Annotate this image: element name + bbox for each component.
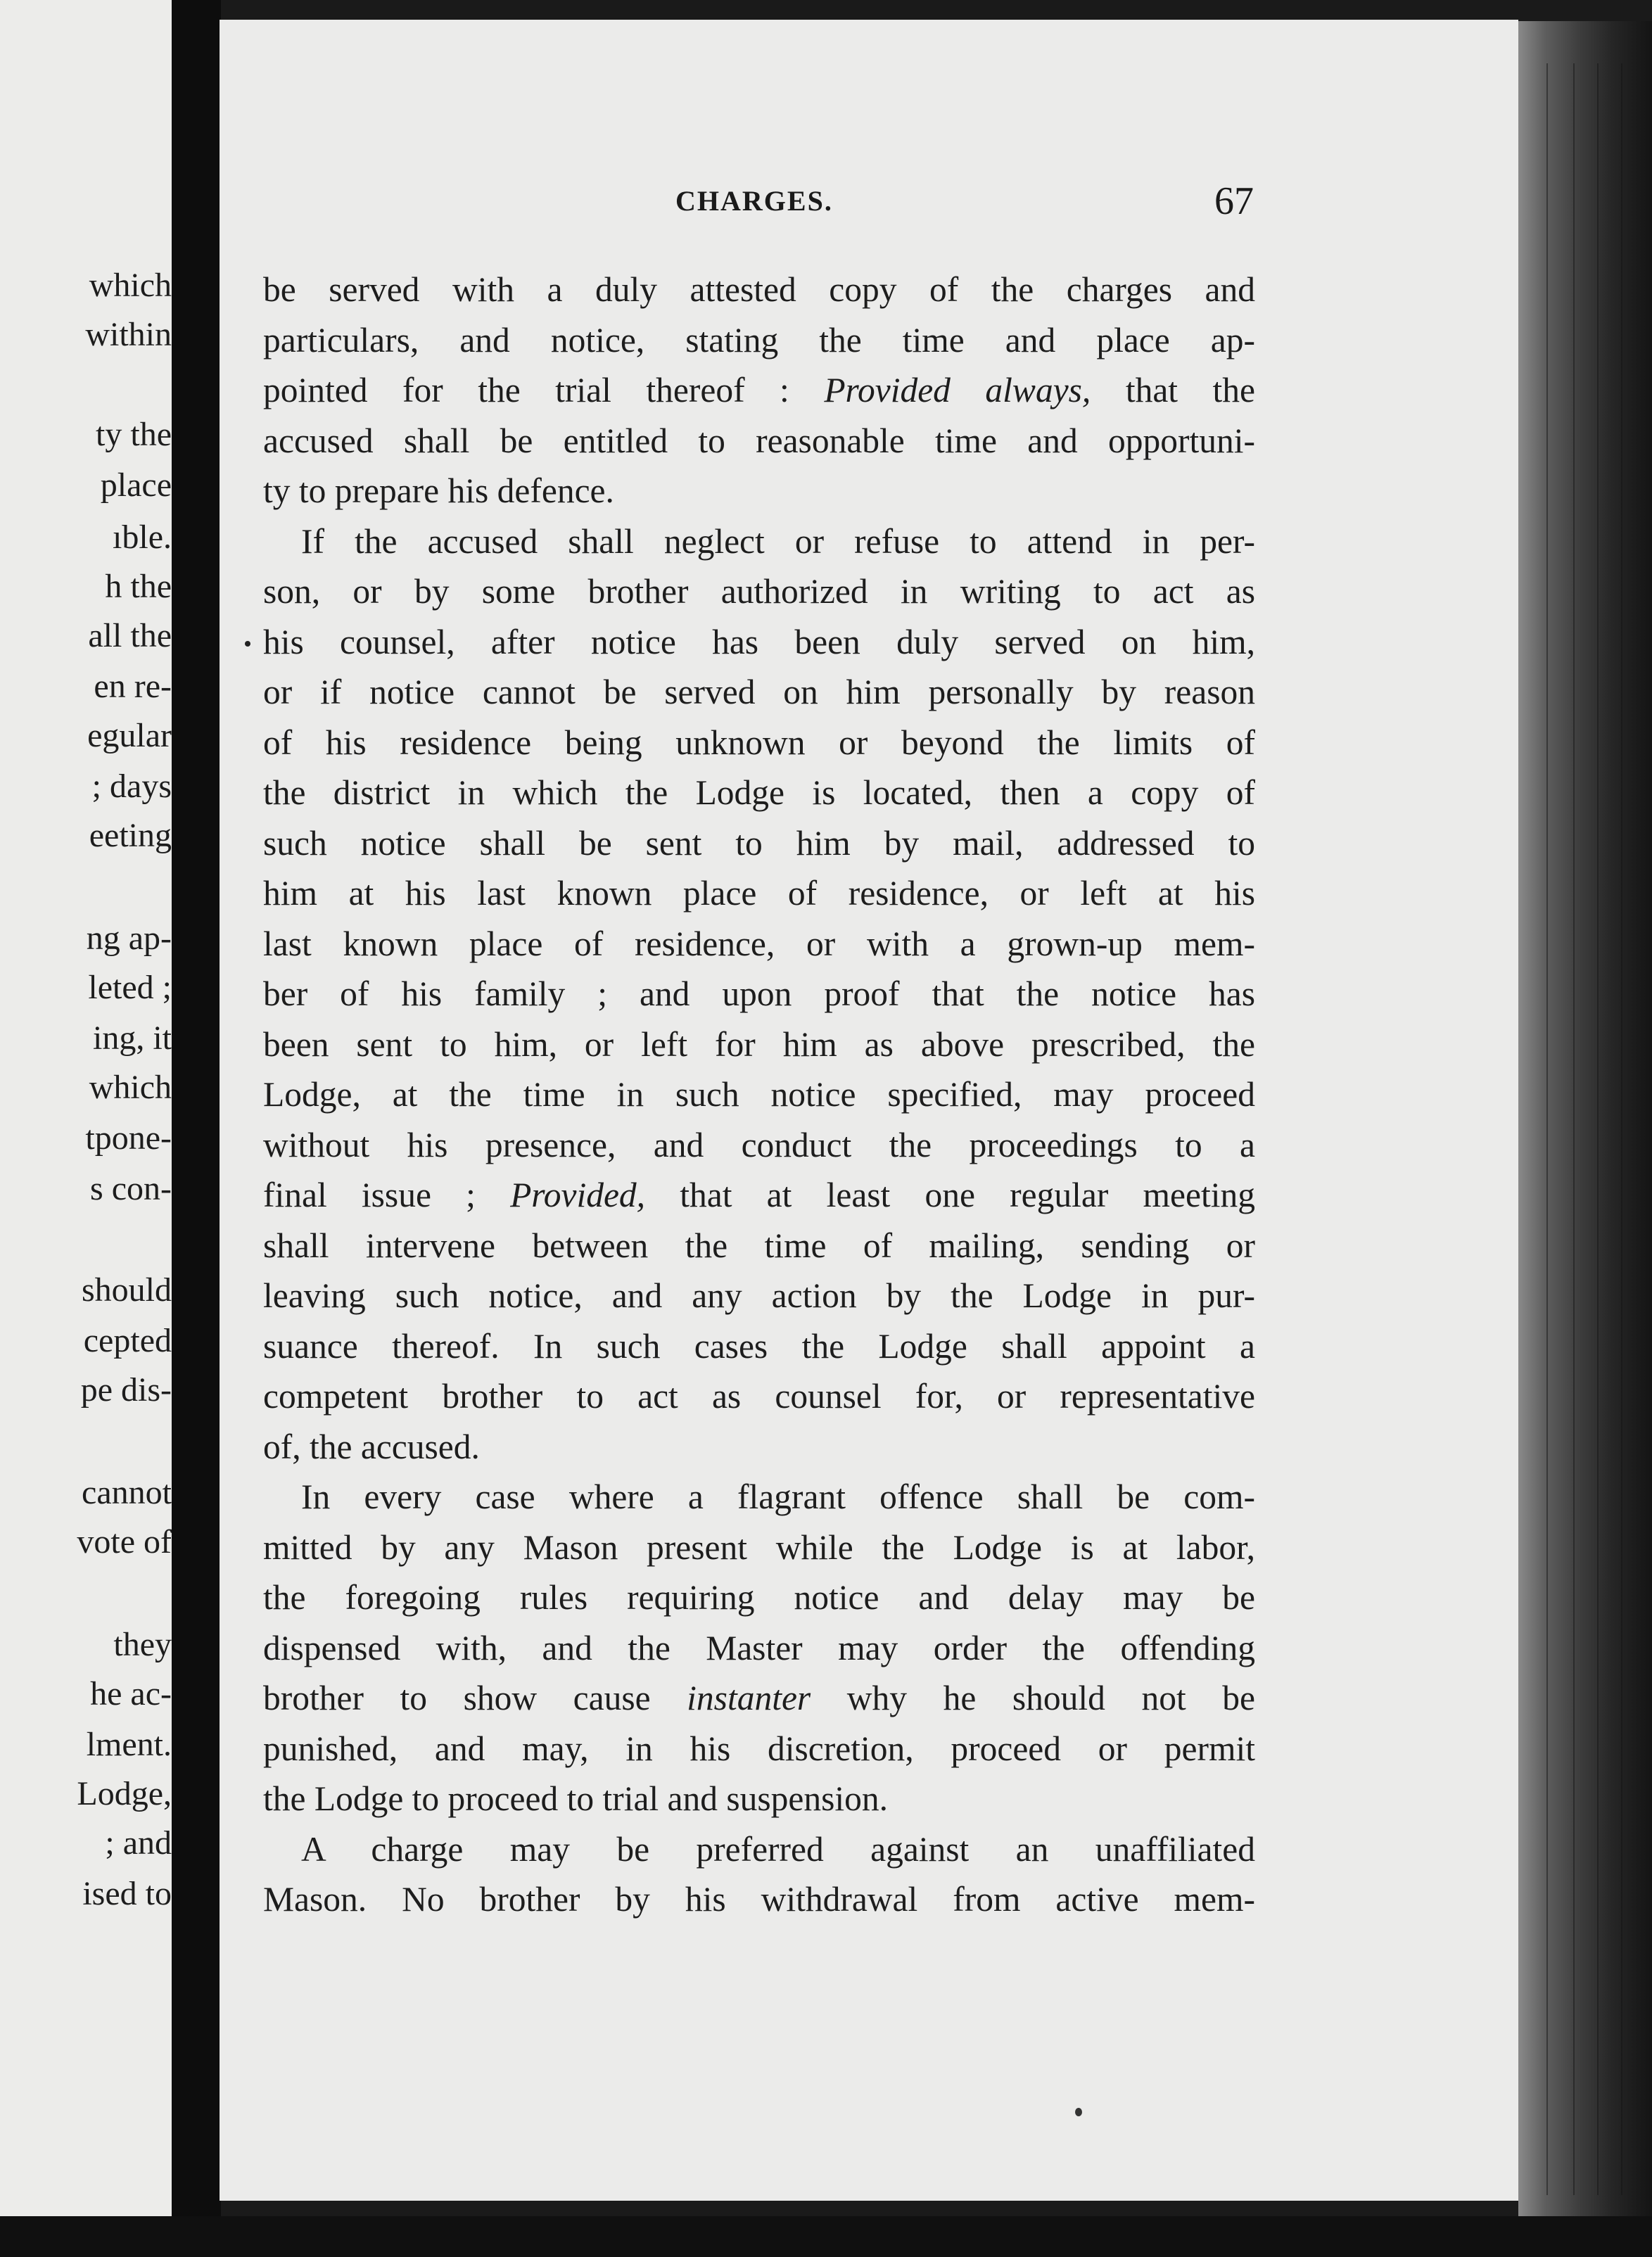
page-number: 67	[1214, 179, 1254, 223]
left-page-line: place	[100, 466, 172, 504]
text-line: his counsel, after notice has been duly served on him,	[263, 622, 1255, 661]
text-line: or if notice cannot be served on him personally by reason	[263, 673, 1255, 711]
left-page-line: they	[113, 1626, 172, 1663]
page-edge-line	[1597, 63, 1599, 2195]
text-line: suance thereof. In such cases the Lodge shall appoint a	[263, 1326, 1255, 1366]
text-line: him at his last known place of residence, or left at his	[263, 874, 1255, 913]
left-page-line: egular	[87, 717, 172, 754]
left-page-line: ised to	[82, 1875, 172, 1912]
text-line: final issue ; Provided, that at least one regular meeting	[263, 1176, 1255, 1214]
page-edge-line	[1573, 63, 1575, 2195]
text-line: mitted by any Mason present while the Lodge is at labor,	[263, 1527, 1255, 1567]
page-edge-line	[1621, 63, 1622, 2195]
text-line: ty to prepare his defence.	[263, 471, 614, 510]
left-page-line: cannot	[82, 1474, 172, 1511]
text-line: leaving such notice, and any action by the Lodge in pur-	[263, 1276, 1255, 1315]
page-edges	[1518, 21, 1652, 2216]
left-page-line: eeting	[89, 817, 172, 854]
text-line: of, the accused.	[263, 1427, 480, 1466]
page-edge-line	[1546, 63, 1548, 2195]
left-page-line: ; days	[91, 768, 172, 805]
left-page-line: should	[81, 1271, 172, 1309]
text-line: such notice shall be sent to him by mail, addressed to	[263, 823, 1255, 863]
scan-border	[0, 2216, 1652, 2257]
text-line: pointed for the trial thereof : Provided always, that the	[263, 371, 1256, 409]
text-line: particulars, and notice, stating the time and place ap-	[263, 320, 1255, 360]
left-page-line: which	[89, 267, 172, 304]
text-line: competent brother to act as counsel for, or representative	[263, 1377, 1255, 1416]
print-speck	[1075, 2108, 1082, 2116]
text-line: be served with a duly attested copy of the charges and	[263, 270, 1255, 309]
left-page-line: Lodge,	[77, 1775, 172, 1812]
left-page-line: lment.	[86, 1726, 172, 1763]
left-page-line: s con-	[90, 1170, 172, 1207]
left-page-line: he ac-	[90, 1675, 172, 1712]
text-line: Lodge, at the time in such notice specified, may proceed	[263, 1075, 1255, 1114]
left-page-line: vote of	[77, 1523, 172, 1560]
left-page-line: cepted	[83, 1322, 172, 1359]
left-page-line: within	[85, 316, 172, 353]
left-page-line: ; and	[105, 1824, 172, 1862]
left-page-line: ıble.	[113, 519, 172, 556]
text-line: accused shall be entitled to reasonable time and opportuni-	[263, 421, 1255, 460]
left-page-line: ty the	[96, 416, 172, 453]
left-page-line: h the	[105, 568, 172, 605]
text-line: dispensed with, and the Master may order the offending	[263, 1628, 1255, 1667]
left-page-line: which	[89, 1069, 172, 1106]
left-page-line: all the	[88, 617, 172, 654]
text-line: the district in which the Lodge is located, then a copy of	[263, 773, 1255, 812]
print-speck	[245, 641, 250, 647]
left-page-line: ng ap-	[86, 920, 172, 957]
text-line: If the accused shall neglect or refuse to attend in per-	[301, 521, 1255, 561]
text-line: without his presence, and conduct the proceedings to a	[263, 1125, 1255, 1164]
text-line: shall intervene between the time of mailing, sending or	[263, 1226, 1255, 1265]
book-gutter	[172, 0, 221, 2257]
text-line: the foregoing rules requiring notice and delay may be	[263, 1578, 1255, 1617]
left-page-line: tpone-	[85, 1119, 172, 1157]
text-line: brother to show cause instanter why he should not be	[263, 1679, 1255, 1717]
text-line: son, or by some brother authorized in writing to act as	[263, 572, 1255, 611]
text-line: ber of his family ; and upon proof that the notice has	[263, 974, 1255, 1013]
left-page-line: leted ;	[88, 969, 172, 1006]
left-page-line: pe dis-	[80, 1371, 172, 1409]
text-line: of his residence being unknown or beyond the limits of	[263, 723, 1255, 762]
text-line: Mason. No brother by his withdrawal from active mem-	[263, 1880, 1255, 1919]
text-line: A charge may be preferred against an unaffiliated	[301, 1829, 1255, 1869]
left-page-line: ing, it	[92, 1019, 172, 1057]
left-page-line: en re-	[94, 668, 172, 705]
left-page-fragment	[0, 0, 172, 2216]
text-line: last known place of residence, or with a grown-up mem-	[263, 924, 1255, 963]
text-line: been sent to him, or left for him as above prescribed, the	[263, 1024, 1255, 1064]
running-head: CHARGES.	[675, 185, 833, 217]
body-text	[263, 265, 1255, 1925]
text-line: the Lodge to proceed to trial and suspension.	[263, 1779, 889, 1818]
text-line: In every case where a flagrant offence shall be com-	[301, 1477, 1255, 1516]
text-line: punished, and may, in his discretion, proceed or permit	[263, 1729, 1255, 1768]
